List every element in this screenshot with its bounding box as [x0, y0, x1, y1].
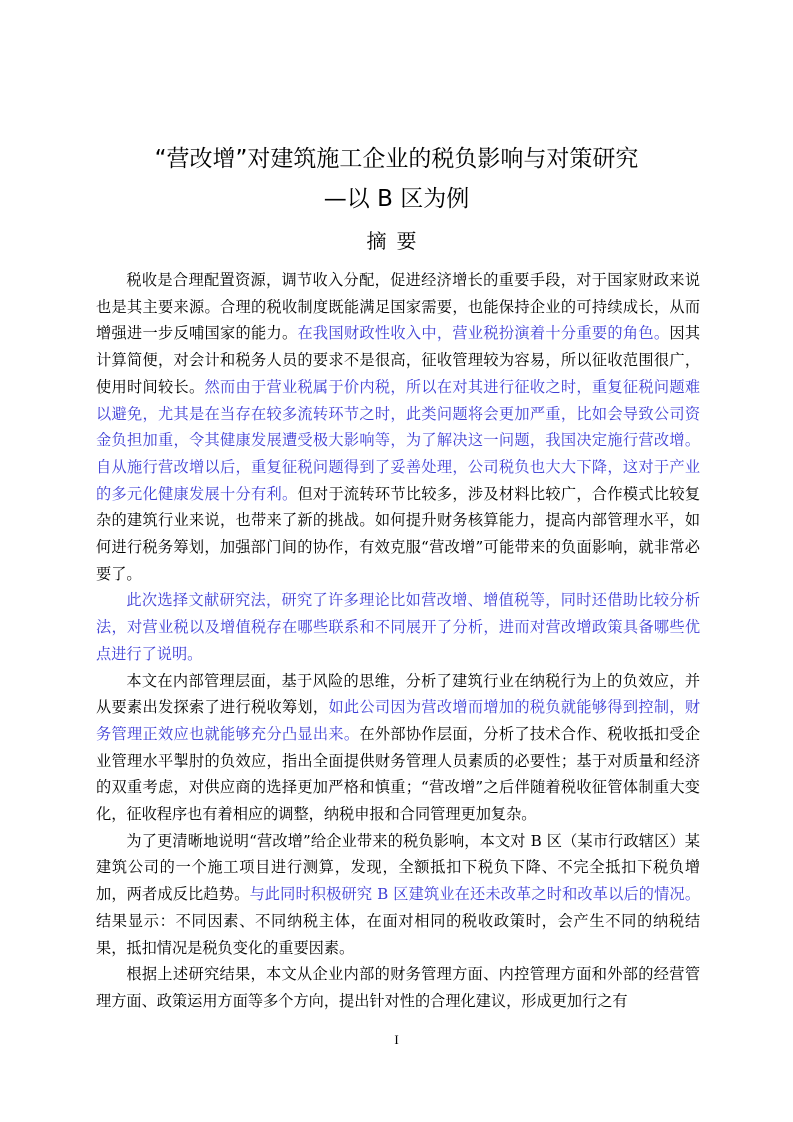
text-segment: 但对于流转环节比较多，涉及材料比较广，合作模式比较复杂的建筑行业来说，也带来了新的挑战。如何提升财务核算能力，提高内部管理水平，如何进行税务筹划，加强部门间的协作，有效克服“营改增”可能带来的负面影响，就非常必要了。	[96, 484, 701, 583]
paragraph	[96, 668, 700, 828]
text-segment: 根据上述研究结果，本文从企业内部的财务管理方面、内控管理方面和外部的经营管理方面、政策运用方面等多个方向，提出针对性的合理化建议，形成更加行之有	[96, 965, 700, 1010]
abstract-body	[96, 267, 700, 1015]
text-segment: 结果显示：不同因素、不同纳税主体，在面对相同的税收政策时，会产生不同的纳税结果，抵扣情况是税负变化的重要因素。	[96, 911, 700, 957]
paragraph	[96, 828, 700, 962]
highlighted-text-segment: 与此同时积极研究 B 区建筑业在还未改革之时和改革以后的情况。	[249, 885, 700, 904]
text-segment: 税收是合理配置资源，调节收入分配，促进经济增长的重要手段，对于国家财政来说也是其主要来源。合理的税收制度既能满足国家需要，也能保持企业的可持续成长，从而增强进一步反哺国家的能力。	[96, 271, 700, 343]
paragraph	[96, 587, 700, 667]
page-number: I	[394, 1032, 399, 1047]
highlighted-text-segment: 在我国财政性收入中，营业税扮演着十分重要的角色。	[297, 324, 670, 343]
abstract-heading: 摘要	[366, 229, 427, 253]
highlighted-text-segment: 如此公司因为营改增而增加的税负就能够得到控制，财务管理正效应也就能够充分凸显出来。	[96, 698, 701, 743]
highlighted-text-segment: 然而由于营业税属于价内税，所以在对其进行征收之时，重复征税问题难以避免，尤其是在当存在较多流转环节之时，此类问题将会更加严重，比如会导致公司资金负担加重，令其健康发展遭受极大影响等，为了解决这一问题，我国决定施行营改增。自从施行营改增以后，重复征税问题得到了妥善处理，公司税负也大大下降，这对于产业的多元化健康发展十分有利。	[96, 377, 701, 503]
highlighted-text-segment: 此次选择文献研究法，研究了许多理论比如营改增、增值税等，同时还借助比较分析法，对营业税以及增值税存在哪些联系和不同展开了分析，进而对营改增政策具备哪些优点进行了说明。	[96, 591, 700, 663]
paragraph	[96, 961, 700, 1014]
text-segment: 在外部协作层面，分析了技术合作、税收抵扣受企业管理水平掣肘的负效应，指出全面提供财务管理人员素质的必要性；基于对质量和经济的双重考虑，对供应商的选择更加严格和慎重；“营改增”之后伴随着税收征管体制重大变化，征收程序也有着相应的调整，纳税申报和合同管理更加复杂。	[96, 724, 701, 824]
text-segment: 本文在内部管理层面，基于风险的思维，分析了建筑行业在纳税行为上的负效应，并从要素出发探索了进行税收筹划，	[96, 671, 700, 717]
text-segment: 为了更清晰地说明“营改增”给企业带来的税负影响，本文对 B 区（某市行政辖区）某建筑公司的一个施工项目进行测算，发现，全额抵扣下税负下降、不完全抵扣下税负增加，两者成反比趋势。	[96, 831, 700, 904]
text-segment: 因其计算简便，对会计和税务人员的要求不是很高，征收管理较为容易，所以征收范围很广，使用时间较长。	[96, 324, 701, 396]
title-line-1: “营改增”对建筑施工企业的税负影响与对策研究	[154, 146, 639, 172]
title-line-2: —以 B 区为例	[323, 186, 470, 212]
paragraph	[96, 267, 700, 587]
